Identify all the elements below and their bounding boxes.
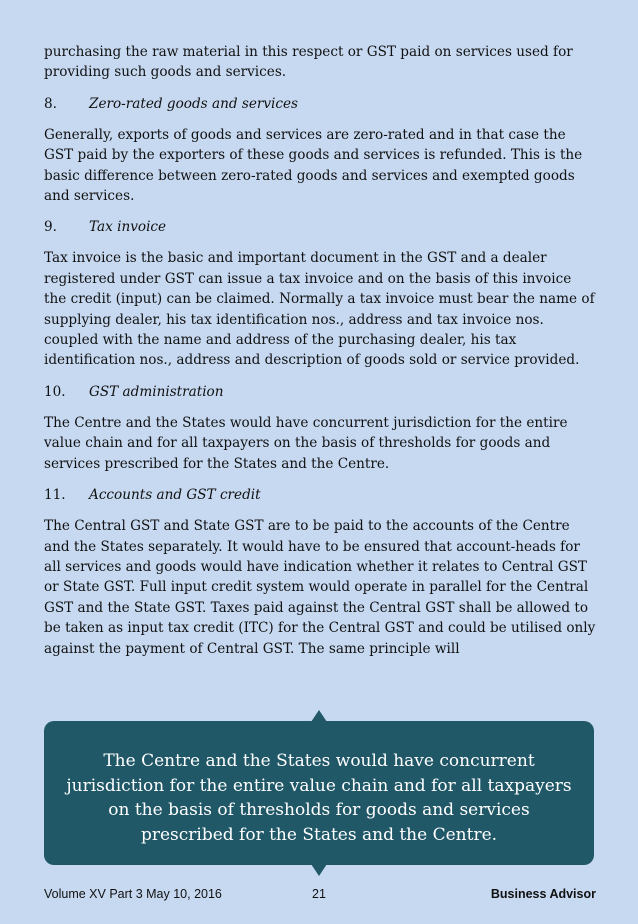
footer-page-number: 21 [312, 887, 326, 901]
pull-quote-callout [44, 721, 594, 865]
section-title: GST administration [89, 383, 224, 400]
section-number: 8. [44, 95, 57, 112]
pull-quote-text: The Centre and the States would have concurrent jurisdiction for the entire value chain and for all taxpayers on the basis of thresholds for goods and services prescribed for the States and the Centre. [66, 751, 572, 845]
footer-publication: Business Advisor [490, 887, 596, 901]
section-heading-zero-rated [44, 94, 596, 114]
section-heading-tax-invoice [44, 217, 596, 237]
callout-bottom-pointer [311, 864, 327, 876]
section-title: Zero-rated goods and services [89, 95, 299, 112]
accounts-paragraph: The Central GST and State GST are to be paid to the accounts of the Centre and the States separately. It would have to be ensured that account-heads for all services and goods would have indication whether it relates to Central GST or State GST. Full input credit system would operate in parallel for the Central GST and the State GST. Taxes paid against the Central GST shall be allowed to be taken as input tax credit (ITC) for the Central GST and could be utilised only against the payment of Central GST. The same principle will [44, 518, 596, 657]
footer-volume: Volume XV Part 3 May 10, 2016 [44, 887, 222, 901]
section-heading-gst-administration [44, 382, 596, 402]
section-number: 9. [44, 219, 57, 236]
section-title: Accounts and GST credit [89, 487, 261, 504]
zero-rated-paragraph: Generally, exports of goods and services are zero-rated and in that case the GST paid by the exporters of these goods and services is refunded. This is the basic difference between zero-rated goods and services and exempted goods and services. [44, 126, 583, 205]
section-heading-accounts [44, 485, 596, 505]
section-title: Tax invoice [89, 219, 167, 236]
gst-administration-paragraph: The Centre and the States would have concurrent jurisdiction for the entire value chain and for all taxpayers on the basis of thresholds for goods and services prescribed for the States and the Centre. [44, 414, 568, 472]
section-number: 10. [44, 383, 66, 400]
article-body [44, 42, 596, 670]
intro-paragraph: purchasing the raw material in this respect or GST paid on services used for providing such goods and services. [44, 44, 573, 81]
tax-invoice-paragraph: Tax invoice is the basic and important document in the GST and a dealer registered under GST can issue a tax invoice and on the basis of this invoice the credit (input) can be claimed. Normally a tax invoice must bear the name of supplying dealer, his tax identification nos., address and tax invoice nos. coupled with the name and address of the purchasing dealer, his tax identification nos., address and description of goods sold or service provided. [44, 250, 595, 369]
section-number: 11. [44, 487, 66, 504]
